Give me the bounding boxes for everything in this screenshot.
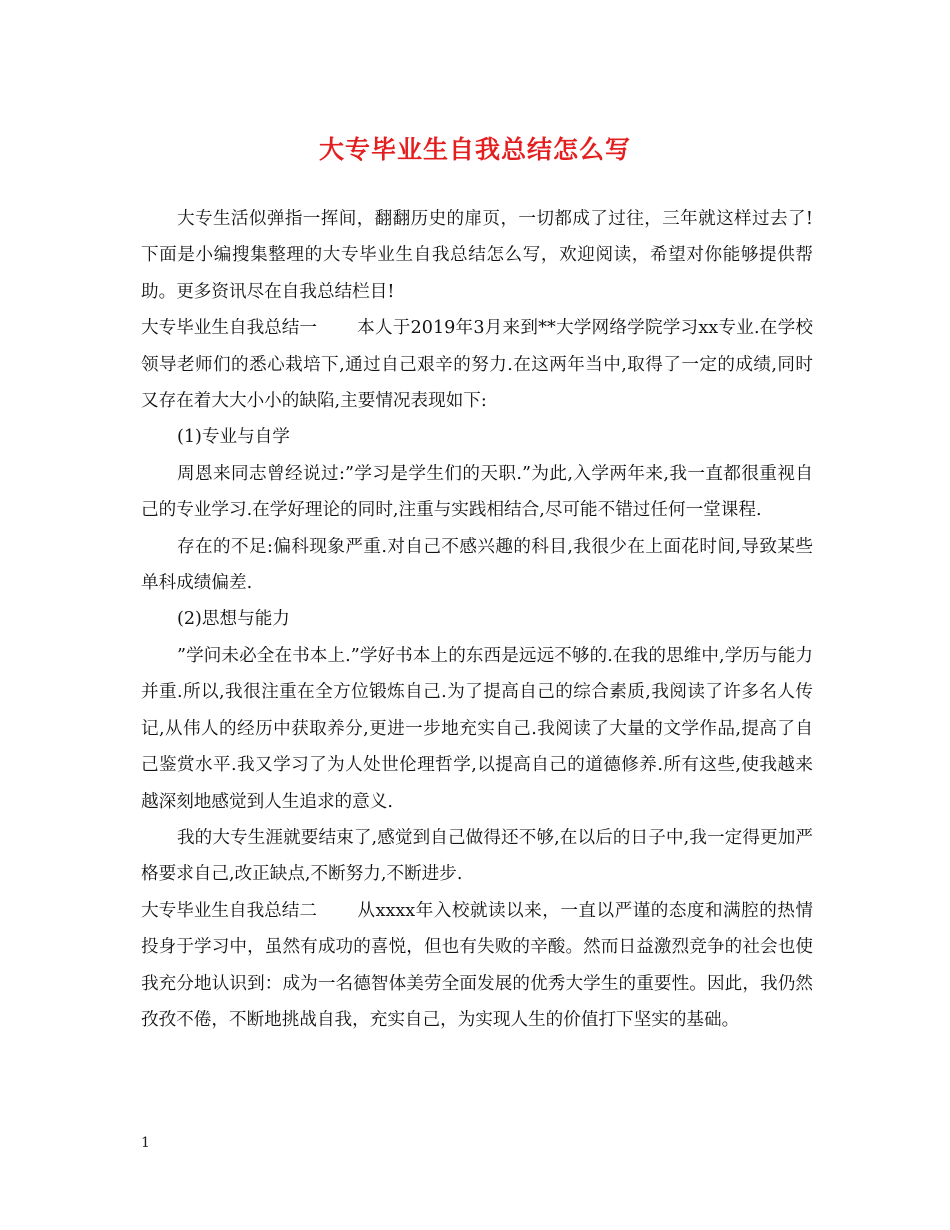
intro-paragraph: 大专生活似弹指一挥间，翻翻历史的扉页，一切都成了过往，三年就这样过去了!下面是小编搜集整理的大专毕业生自我总结怎么写，欢迎阅读，希望对你能够提供帮助。更多资讯尽在自我总结栏目! (141, 209, 813, 302)
section1-sub1-paragraph1: 周恩来同志曾经说过:”学习是学生们的天职.”为此,入学两年来,我一直都很重视自己的专业学习.在学好理论的同时,注重与实践相结合,尽可能不错过任何一堂课程. (141, 463, 813, 521)
section1-lead-paragraph (141, 310, 813, 419)
section1-heading: 大专毕业生自我总结一 (141, 318, 317, 339)
section2-lead-paragraph (141, 893, 813, 1039)
document-body (141, 201, 813, 1038)
section2-heading: 大专毕业生自我总结二 (141, 900, 317, 921)
section2-lead-text: 从xxxx年入校就读以来，一直以严谨的态度和满腔的热情投身于学习中，虽然有成功的喜悦，但也有失败的辛酸。然而日益激烈竞争的社会也使我充分地认识到：成为一名德智体美劳全面发展的优秀大学生的重要性。因此，我仍然孜孜不倦，不断地挑战自我，充实自己，为实现人生的价值打下坚实的基础。 (141, 900, 813, 1030)
section1-sub1-paragraph2: 存在的不足:偏科现象严重.对自己不感兴趣的科目,我很少在上面花时间,导致某些单科成绩偏差. (141, 536, 813, 594)
section1-sub1-title: (1)专业与自学 (177, 427, 290, 448)
page-number: 1 (141, 1135, 150, 1151)
section1-lead-text: 本人于2019年3月来到**大学网络学院学习xx专业.在学校领导老师们的悉心栽培下,通过自己艰辛的努力.在这两年当中,取得了一定的成绩,同时又存在着大大小小的缺陷,主要情况表现如下: (141, 318, 813, 412)
section1-sub2-paragraph1: ”学问未必全在书本上.”学好书本上的东西是远远不够的.在我的思维中,学历与能力并重.所以,我很注重在全方位锻炼自己.为了提高自己的综合素质,我阅读了许多名人传记,从伟人的经历中获取养分,更进一步地充实自己.我阅读了大量的文学作品,提高了自己鉴赏水平.我又学习了为人处世伦理哲学,以提高自己的道德修养.所有这些,使我越来越深刻地感觉到人生追求的意义. (141, 645, 813, 812)
section1-sub2-title: (2)思想与能力 (177, 609, 290, 630)
section1-closing-paragraph: 我的大专生涯就要结束了,感觉到自己做得还不够,在以后的日子中,我一定得更加严格要求自己,改正缺点,不断努力,不断进步. (141, 827, 813, 885)
document-title: 大专毕业生自我总结怎么写 (318, 135, 631, 164)
